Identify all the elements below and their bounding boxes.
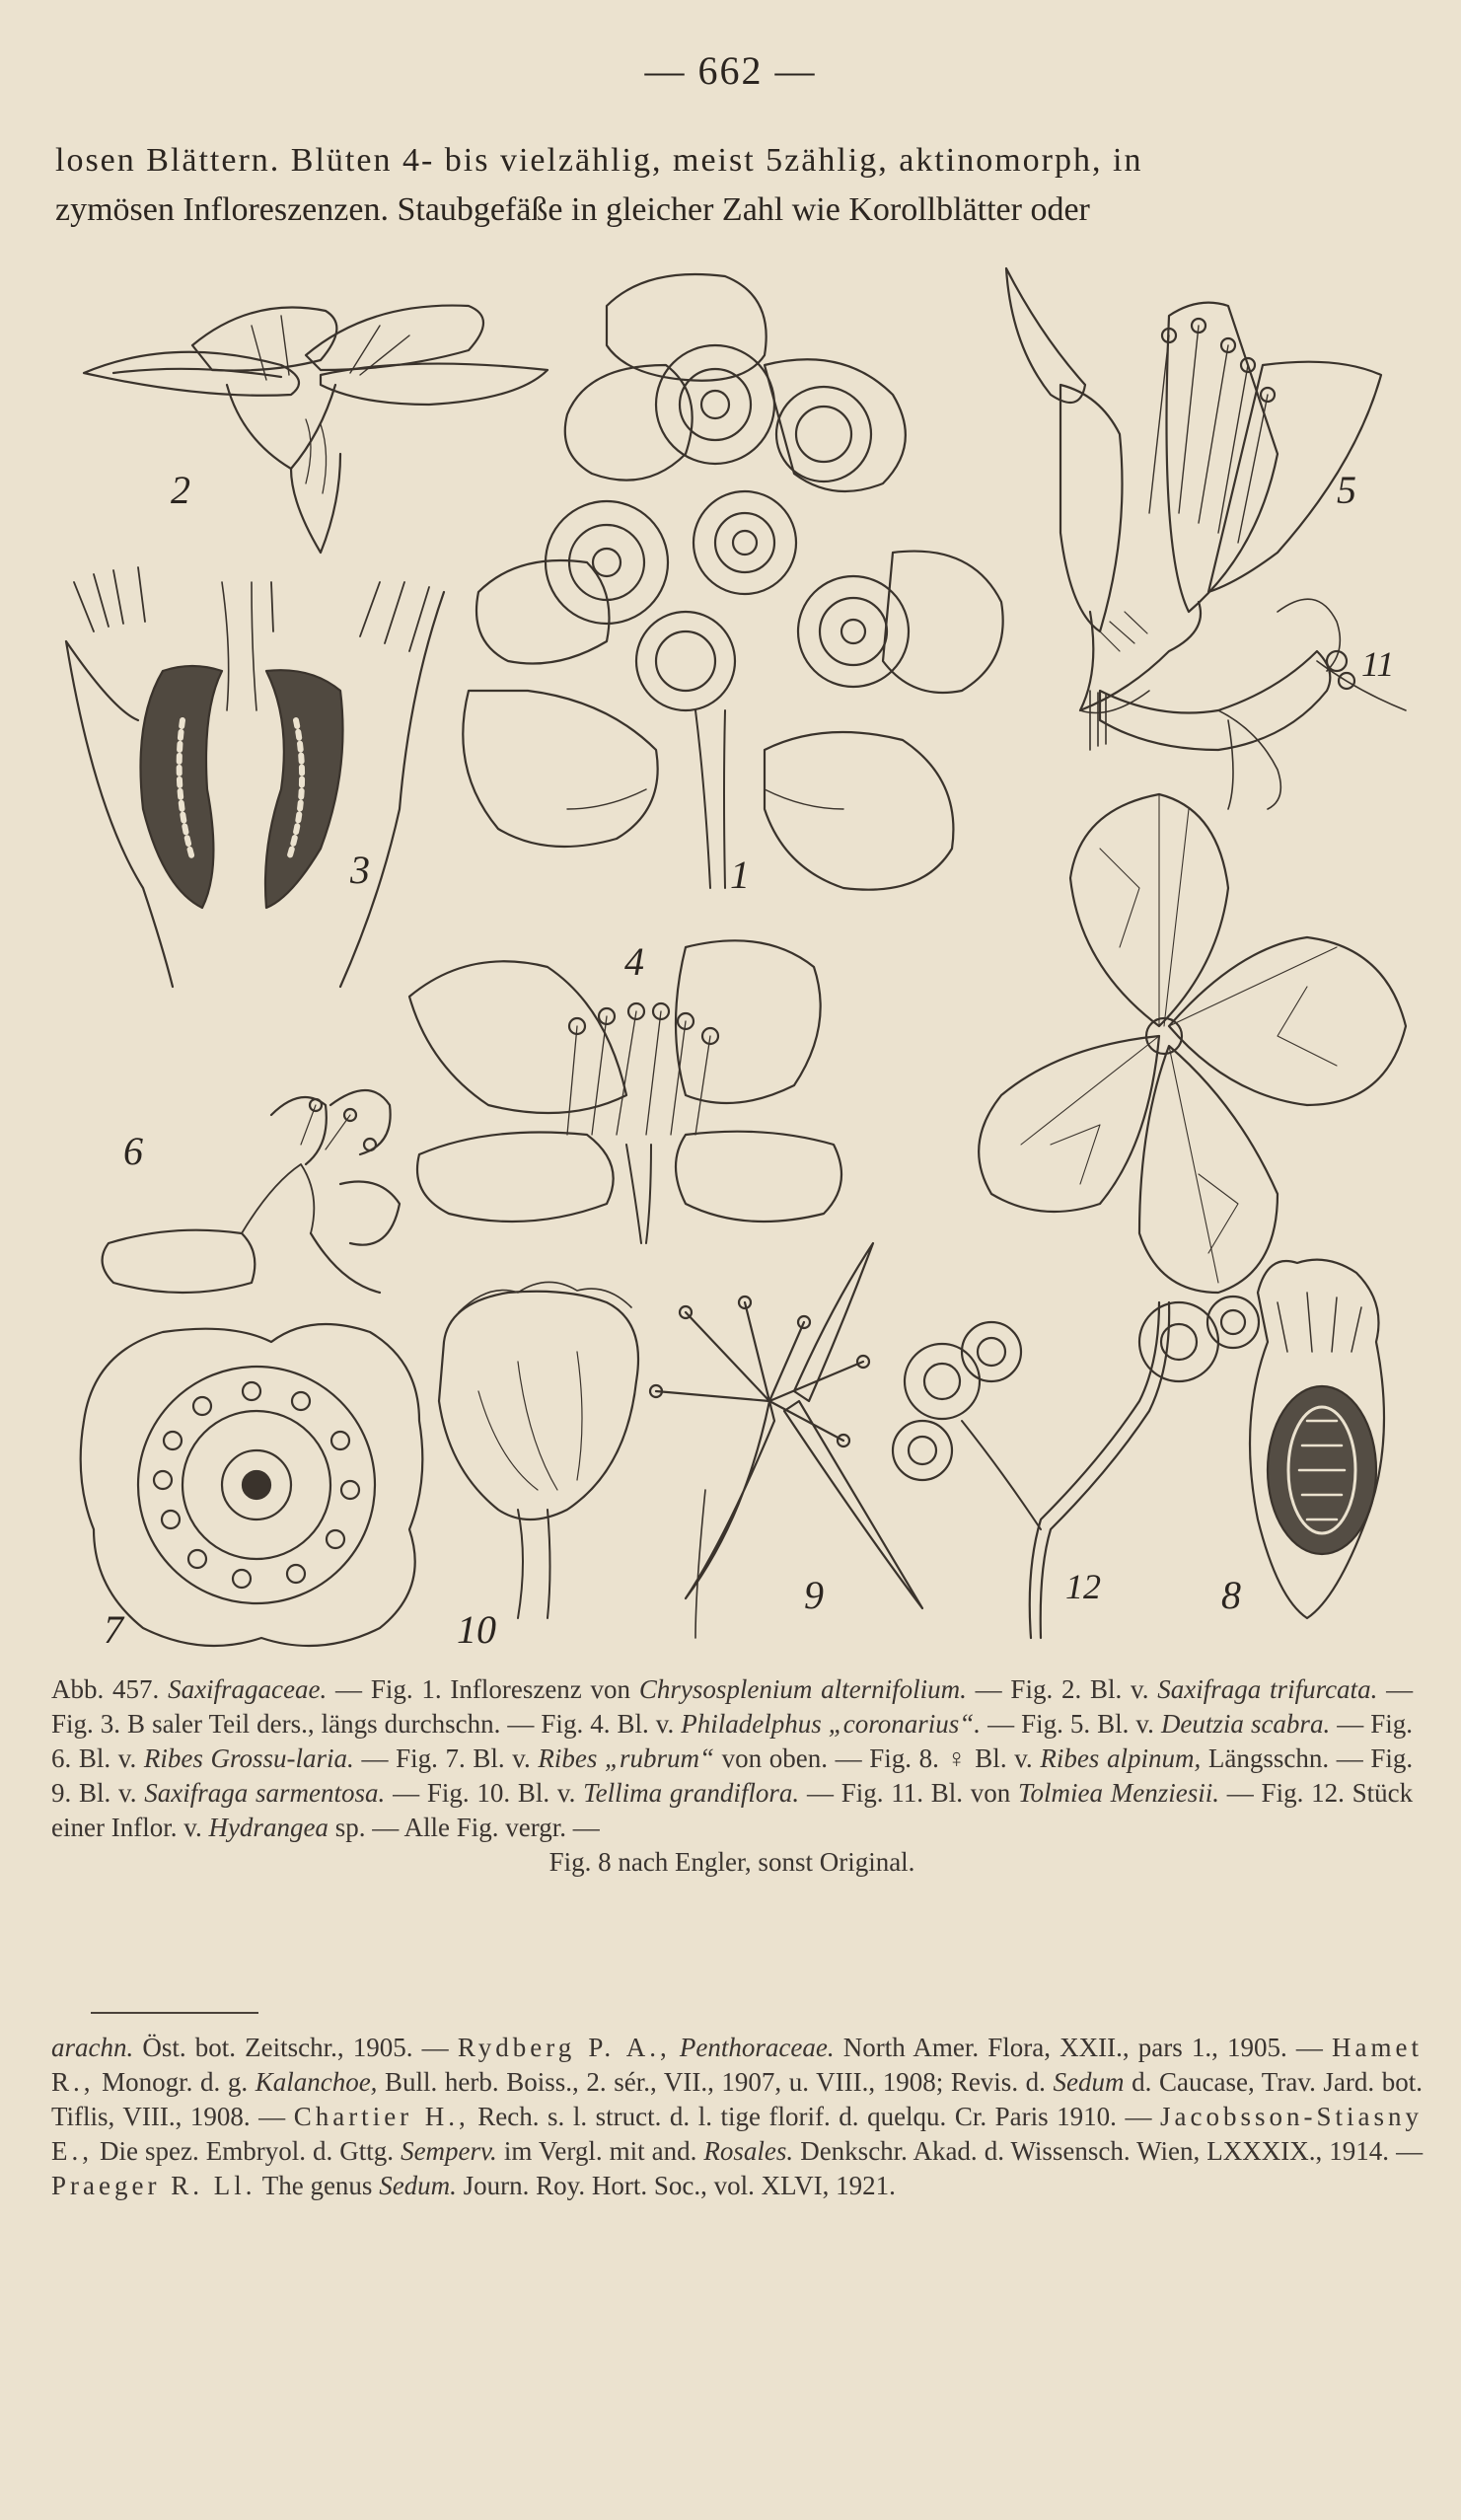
page-number: — 662 — <box>644 48 817 93</box>
caption-fig11: — Fig. 11. Bl. von <box>806 1778 1011 1808</box>
ref-text: Öst. bot. Zeitschr., 1905. — <box>142 2033 449 2062</box>
caption-fig12-tail: sp. — Alle Fig. vergr. — <box>334 1813 600 1842</box>
botanical-plate <box>54 257 1425 1668</box>
ref-taxon: Penthoraceae. <box>679 2033 835 2062</box>
caption-fig7-tail: von oben. — Fig. 8. ♀ Bl. v. <box>721 1743 1033 1773</box>
intro-paragraph <box>55 136 1417 235</box>
caption-fig10: — Fig. 10. Bl. v. <box>393 1778 576 1808</box>
ref-text: Die spez. Embryol. d. Gttg. <box>100 2136 395 2166</box>
ref-taxon: Sedum <box>1053 2067 1125 2097</box>
ref-taxon: Kalanchoe, <box>255 2067 378 2097</box>
ref-text: im Vergl. mit and. <box>503 2136 697 2166</box>
caption-fig6: — Fig. 6. Bl. v. <box>51 1709 1414 1773</box>
ref-author: Hamet R., <box>51 2033 1424 2097</box>
drawing-fig-11 <box>1090 599 1406 809</box>
caption-fig2: — Fig. 2. Bl. v. <box>975 1674 1149 1704</box>
caption-fig12: — Fig. 12. Stück einer Inflor. v. <box>51 1778 1414 1842</box>
ref-author: Praeger R. Ll. <box>51 2171 256 2200</box>
ref-text: Monogr. d. g. <box>102 2067 249 2097</box>
caption-fig4-species: Philadelphus „coronarius“. <box>681 1709 982 1739</box>
drawing-fig-5 <box>1006 268 1381 713</box>
ref-text: Denkschr. Akad. d. Wissensch. Wien, LXXXIX., 1914. — <box>800 2136 1424 2166</box>
drawing-fig-1 <box>463 274 1002 890</box>
ref-taxon: Sedum. <box>379 2171 457 2200</box>
caption-fig9-species: Saxifraga sarmentosa. <box>144 1778 386 1808</box>
intro-line-2: zymösen Infloreszenzen. Staubgefäße in gleicher Zahl wie Korollblätter oder <box>55 191 1090 228</box>
figure-caption <box>51 1672 1413 1880</box>
fig-label-4: 4 <box>624 939 644 984</box>
fig-label-6: 6 <box>123 1129 143 1173</box>
caption-fig8-tail: Längsschn. — Fig. 9. Bl. v. <box>51 1743 1414 1808</box>
caption-fig10-species: Tellima grandiflora. <box>583 1778 800 1808</box>
intro-line-1: losen Blättern. Blüten 4- bis vielzählig, meist 5zählig, aktinomorph, in <box>55 142 1143 179</box>
caption-fig2-species: Saxifraga trifurcata. <box>1157 1674 1378 1704</box>
fig-label-7: 7 <box>104 1607 123 1652</box>
caption-last-line: Fig. 8 nach Engler, sonst Original. <box>548 1847 915 1877</box>
caption-fig5-species: Deutzia scabra. <box>1160 1709 1331 1739</box>
caption-fig1-species: Chrysosplenium alternifolium. <box>638 1674 967 1704</box>
references <box>51 2031 1423 2203</box>
caption-fig12-species: Hydrangea <box>208 1813 329 1842</box>
caption-fig7: — Fig. 7. Bl. v. <box>361 1743 531 1773</box>
fig-label-2: 2 <box>171 468 190 512</box>
footnote-rule <box>91 2012 258 2014</box>
drawing-fig-7 <box>81 1324 423 1646</box>
drawing-fig-8 <box>1250 1260 1384 1618</box>
fig-label-1: 1 <box>730 852 750 897</box>
caption-fig1: — Fig. 1. Infloreszenz von <box>335 1674 631 1704</box>
caption-family: Saxifragaceae. <box>168 1674 328 1704</box>
drawing-fig-3 <box>66 567 444 987</box>
ref-author: Chartier H., <box>293 2102 470 2131</box>
fig-label-12: 12 <box>1065 1567 1101 1606</box>
caption-fig3: — Fig. 3. B saler Teil ders., längs durchschn. — Fig. 4. Bl. v. <box>51 1674 1414 1739</box>
drawing-fig-10 <box>439 1282 638 1618</box>
drawing-fig-9-petals <box>979 794 1406 1293</box>
drawing-fig-2 <box>84 306 548 553</box>
caption-fig5: — Fig. 5. Bl. v. <box>987 1709 1154 1739</box>
drawing-fig-4 <box>409 940 841 1243</box>
caption-fig11-species: Tolmiea Menziesii. <box>1018 1778 1220 1808</box>
ref-text: Journ. Roy. Hort. Soc., vol. XLVI, 1921. <box>463 2171 896 2200</box>
fig-label-5: 5 <box>1337 468 1356 512</box>
caption-lead: Abb. 457. <box>51 1674 160 1704</box>
ref-author: Jacobsson-Stiasny E., <box>51 2102 1424 2166</box>
ref-taxon: Semperv. <box>401 2136 497 2166</box>
fig-label-9: 9 <box>804 1573 824 1617</box>
drawing-fig-9-flower <box>650 1243 922 1638</box>
fig-label-11: 11 <box>1361 644 1395 684</box>
fig-label-10: 10 <box>457 1607 496 1652</box>
drawing-fig-6 <box>103 1090 400 1293</box>
ref-text: North Amer. Flora, XXII., pars 1., 1905. — <box>842 2033 1323 2062</box>
ref-author: Rydberg P. A., <box>457 2033 671 2062</box>
ref-text: d. Caucase, Trav. Jard. bot. Tiflis, VIII., 1908. — <box>51 2067 1424 2131</box>
fig-label-3: 3 <box>350 848 370 892</box>
caption-fig7-species: Ribes „rubrum“ <box>538 1743 715 1773</box>
caption-fig8-species: Ribes alpinum, <box>1040 1743 1202 1773</box>
ref-text: Bull. herb. Boiss., 2. sér., VII., 1907, u. VIII., 1908; Revis. d. <box>385 2067 1046 2097</box>
ref-text: arachn. <box>51 2033 134 2062</box>
ref-text: The genus <box>261 2171 373 2200</box>
ref-text: Rech. s. l. struct. d. l. tige florif. d. quelqu. Cr. Paris 1910. — <box>477 2102 1152 2131</box>
fig-label-8: 8 <box>1221 1573 1241 1617</box>
ref-taxon: Rosales. <box>703 2136 794 2166</box>
caption-fig6-species: Ribes Grossu-laria. <box>143 1743 354 1773</box>
